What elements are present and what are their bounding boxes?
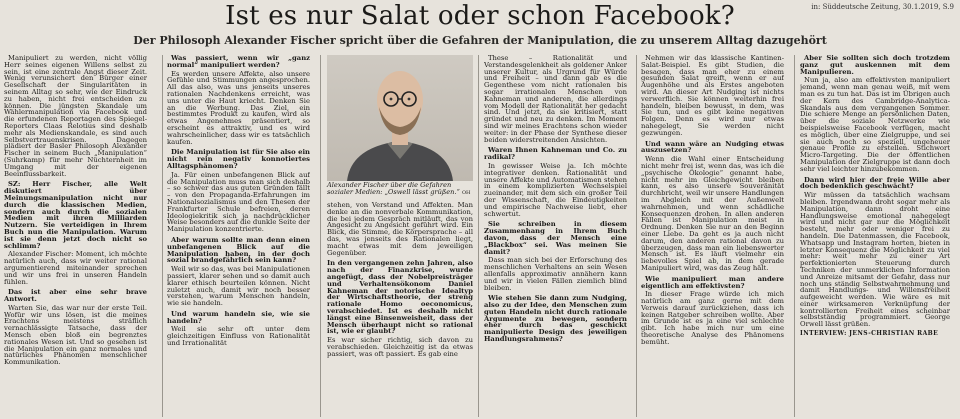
- column-4: [484, 55, 627, 417]
- caption-text: Alexander Fischer über die Gefahren sozialer Medien: „Oswell lässt grüßen.“: [327, 181, 460, 196]
- column-3: [327, 202, 473, 417]
- question: Wie manipuliert man andere eigentlich am effektivsten?: [641, 274, 784, 290]
- question: Und wann wäre an Nudging etwas auszusetzen?: [641, 139, 784, 155]
- column-6: [800, 55, 950, 417]
- answer: stehen, von Verstand und Affekten. Man denke an die nonverbale Kommunikation, die bei jedem Gespräch mitläuft, das von Angesicht zu Angesicht geführt wird. Ein Blick, die Stimme, die Körpersprache – all das, was jenseits des Rationalen liegt, macht etwas mit dem jeweiligen Gegenüber.: [327, 202, 473, 257]
- column-5: [641, 55, 784, 417]
- column-1: [4, 55, 147, 417]
- answer: These – Rationalität und Verstandesgelenkheit als goldener Anker unserer Kultur, als Urgrund für Würde und Freiheit – und dann gab es die Gegenthese vom nicht rationalen bis sogar irrationalen Menschen von Kahneman und anderen, die allerdings vom Modell der Rationalität her gedacht sind. Und jetzt, da sie kritisiert, statt gründet und neu zu denken. Im Moment sind wir meines Erachtens schon wieder weiter: in der Phase der Synthese dieser beiden widerstreitenden Ansichten.: [484, 55, 627, 144]
- column-divider: [794, 55, 795, 417]
- column-divider: [478, 55, 479, 417]
- column-divider: [636, 55, 637, 417]
- portrait-illustration: [327, 55, 473, 181]
- interview-credit: INTERVIEW: JENS-CHRISTIAN RABE: [800, 330, 939, 338]
- answer: Nehmen wir das klassische Kantinen-Salat-Beispiel. Es gibt Studien, die besagen, dass man eher zu einem gesunden Salat greift, wenn er auf Augenhöhe und als Erstes angeboten wird. An dieser Art Nudging ist nichts verwerflich. Sie können weiterhin frei handeln, bleiben bewusst, in dem, was Sie tun, und es gibt keine negativen Folgen. Denn es wird nur etwas nahegelegt, Sie werden nicht gezwungen.: [641, 55, 784, 137]
- photo-caption: [327, 182, 473, 196]
- answer: Wenn die Wahl einer Entscheidung nicht mehr frei ist, wenn das, was ich die „psychische Ökologie“ genannt habe, nicht mehr im Gleichgewicht bleiben kann, es also unsere Souveränität durchbricht, weil wir unsere Handlungen im Abgleich mit der Außenwelt wahrnehmen, und wenn schädliche Konsequenzen drohen. In allen anderen Fällen ist Manipulation meist in Ordnung. Denken Sie nur an den Beginn einer Liebe. Da geht es ja auch nicht darum, den anderen rational davon zu überzeugen, dass man ein liebenswerter Mensch ist. Es läuft vielmehr ein liebevolles Spiel ab, in dem gerade Manipuliert wird, was das Zeug hält.: [641, 155, 784, 272]
- question: Sie schreiben in diesem Zusammenhang in Ihrem Buch davon, dass der Mensch eine „Blackbox“ sei. Was meinen Sie damit?: [484, 220, 627, 256]
- answer: Es werden unsere Affekte, also unsere Gefühle und Stimmungen angesprochen. All das also, was uns jenseits unseres rationalen Nachdenkens erreicht, was uns unter die Haut kriecht. Denken Sie an die Werbung. Das Ziel, ein bestimmtes Produkt zu kaufen, wird als etwas Angenehmes präsentiert, so erscheint es attraktiv, und es wird wahrscheinlicher, dass wir es tatsächlich kaufen.: [167, 69, 310, 146]
- answer: Warten Sie, das war nur der erste Teil. Wofür wir uns lösen, ist die meines Erachtens meistens sträflich vernachlässigte Tatsache, dass der Mensch eben bloß ein begrenztes rationales Wesen ist. Und so gesehen ist die Manipulation ein ganz normales und natürliches Phänomen menschlicher Kommunikation.: [4, 303, 147, 367]
- column-divider: [320, 55, 321, 417]
- headline: Ist es nur Salat oder schon Facebook?: [225, 1, 735, 31]
- question: Aber Sie sollten sich doch trotzdem ganz gut auskennen mit dem Manipulieren.: [800, 55, 950, 76]
- column-2: [167, 55, 310, 417]
- question: Wie stehen Sie dann zum Nudging, also zu der Idee, den Menschen zum guten Handeln nicht durch rationale Argumente zu bewegen, sondern eher durch das geschickt manipulierte Design des jeweiligen Handlungsrahmens?: [484, 294, 627, 344]
- question: Die Manipulation ist für Sie also ein nicht rein negativ konnotiertes Alltagsphänomen?: [167, 148, 310, 170]
- question: Das ist aber eine sehr brave Antwort.: [4, 288, 147, 304]
- answer: Nun ja, also am effektivsten manipuliert jemand, wenn man genau weiß, mit wem man es zu tun hat. Das ist im Übrigen auch der Kern des Cambridge-Analytica-Skandals aus dem vergangenen Sommer. Die schiere Menge an persönlichen Daten, über die soziale Netzwerke wie beispielsweise Facebook verfügen, macht es möglich, über eine Zielgruppe, und sei sie auch noch so speziell, ungeheuer genaue Profile zu erstellen. Stichwort Micro-Targeting. Die der öffentlichen Manipulation der Zielgruppe ist dann doch sehr viel leichter hinzubekommen.: [800, 76, 950, 173]
- intro-paragraph: Manipuliert zu werden, nicht völlig Herr seines eigenen Willens selbst zu sein, ist eine zentrale Angst dieser Zeit. Wenig verunsichert den Bürger einer Gesellschaft der Singularitäten in seinem Alltag so sehr, wie der Eindruck zu haben, nicht frei entscheiden zu können. Die jüngsten Skandale um Wählermanipulation via Facebook und die erfundenen Reportagen des Spiegel-Reporters Claas Relotius sind deshalb mehr als Medienskandale, es sind auch Selbstvertrauenskrisen. Dagegen plädiert der Basler Philosoph Alexander Fischer in seinem Buch „Manipulation“ (Suhrkamp) für mehr Nüchternheit im Umgang mit der eigenen Beeinflussbarkeit.: [4, 55, 147, 178]
- question: Was passiert, wenn wir „ganz normal“ manipuliert werden?: [167, 55, 310, 69]
- source-citation: in: Süddeutsche Zeitung, 30.1.2019, S.9: [811, 3, 954, 11]
- answer: Weil sie sehr oft unter dem gleichzeitigen Einfluss von Rationalität und Irrationalität: [167, 325, 310, 348]
- question: Aber warum sollte man denn einen unbefangenen Blick auf die Manipulation haben, in der doch sozial brandgefährlich sein kann?: [167, 235, 310, 265]
- answer: Weil wir so das, was bei Manipulationen passiert, klarer sehen und so damit auch klarer ethisch beurteilen können. Nicht zuletzt auch, damit wir noch besser verstehen, warum Menschen handeln, wie sie handeln.: [167, 265, 310, 308]
- column-divider: [162, 55, 163, 417]
- answer: Alexander Fischer: Moment, ich möchte natürlich auch, dass wir weiter rational argumentierend miteinander sprechen und wir uns frei in unseren Handeln fühlen.: [4, 250, 147, 286]
- question: Und warum handeln sie, wie sie handeln?: [167, 309, 310, 325]
- caption-credit: OH: [461, 189, 471, 196]
- answer: Dass man sich bei der Erforschung des menschlichen Verhaltens an sein Wesen allenfalls approximativ annähern kann und wir in vielen Fällen ziemlich blind bleiben.: [484, 256, 627, 292]
- article-body: [4, 55, 956, 417]
- question: In den vergangenen zehn Jahren, also nach der Finanzkrise, wurde angefügt, dass der Nobelpreisträger und Verhaltensökonom Daniel Kahneman der notorische Idealtyp der Wirtschaftstheorie, der streng rationale Homo oeconomicus, verabschiedet. Ist es deshalb nicht längst eine Binsenweisheit, dass der Mensch überhaupt nicht so rational ist, wie er glaubt?: [327, 259, 473, 336]
- portrait-photo: [327, 55, 473, 181]
- answer: Wir müssen da tatsächlich wachsam bleiben. Irgendwann droht sogar mehr als Manipulation, dann droht eine Handlungsweise emotional nahegelegt wird und nicht gar nur die Möglichkeit besteht, mehr oder weniger frei zu handeln. Die Datenmassen, die Facebook, Whatsapp und Instagram horten, bieten in letzter Konsequenz die Möglichkeit zu viel mehr: weit mehr zu einer Art perfektionierten Steuerung durch Techniken der unmerklichen Information und Anreize mitsamt der Gefahr, dass nur noch uns ständig Selbstwahrnehmung und damit Handlungs- und Willensfreiheit aufgeweicht werden. Wie wäre es mit einer wirksameren Verknüpfung der kontrollierten Freiheit eines scheinbar selbstständig programmiert. George Orwell lässt grüßen.: [800, 191, 950, 329]
- answer: In dieser Frage würde ich mich natürlich am ganz gerne mit dem Verweis darauf zurückziehen, dass ich keinen Ratgeber schreiben wollte. Aber im Grunde ist es ja eine viel schlechte gibt. Ich habe mich nur um eine theoretische Analyse des Phänomens bemüht.: [641, 290, 784, 346]
- question: SZ: Herr Fischer, alle Welt diskutiert über Meinungsmanipulation nicht nur durch die klassischen Medien, sondern auch durch die sozialen Medien mit ihren Milliarden Nutzern. Sie verteidigen in Ihrem Buch nun die Manipulation. Warum ist sie denn jetzt doch nicht so schlimm?: [4, 180, 147, 250]
- answer: Ja. Für einen unbefangenen Blick auf die Manipulation muss man sich deshalb – so schwer das aus guten Gründen fällt – von den Propaganda-Erfahrungen im Nationalsozialismus und den Thesen der Frankfurter Schule befreien, deren Ideologiekritik sich ja nachdrücklicher Weise besonders auf die dunkle Seite der Manipulation konzentrierte.: [167, 170, 310, 234]
- question: Waren Ihnen Kahneman und Co. zu radikal?: [484, 146, 627, 162]
- subheadline: Der Philosoph Alexander Fischer spricht über die Gefahren der Manipulation, die zu unserem Alltag dazugehört: [133, 34, 827, 47]
- answer: In gewisser Weise ja. Ich möchte integrativer denken. Rationalität und unsere Affekte und Automatismen stehen in einem komplizierten Wechselspiel zueinander, mit dem sich ein großer Teil der Wissenschaft, die Eindeutigkeiten und empirische Nachweise liebt, eher schwertut.: [484, 161, 627, 218]
- answer: Es war sicher richtig, sich davon zu verabschieden. Gleichzeitig ist da etwas passiert, was oft passiert. Es gab eine: [327, 336, 473, 358]
- question: Dann wird hier der freie Wille aber doch bedenklich geschwächt?: [800, 175, 950, 191]
